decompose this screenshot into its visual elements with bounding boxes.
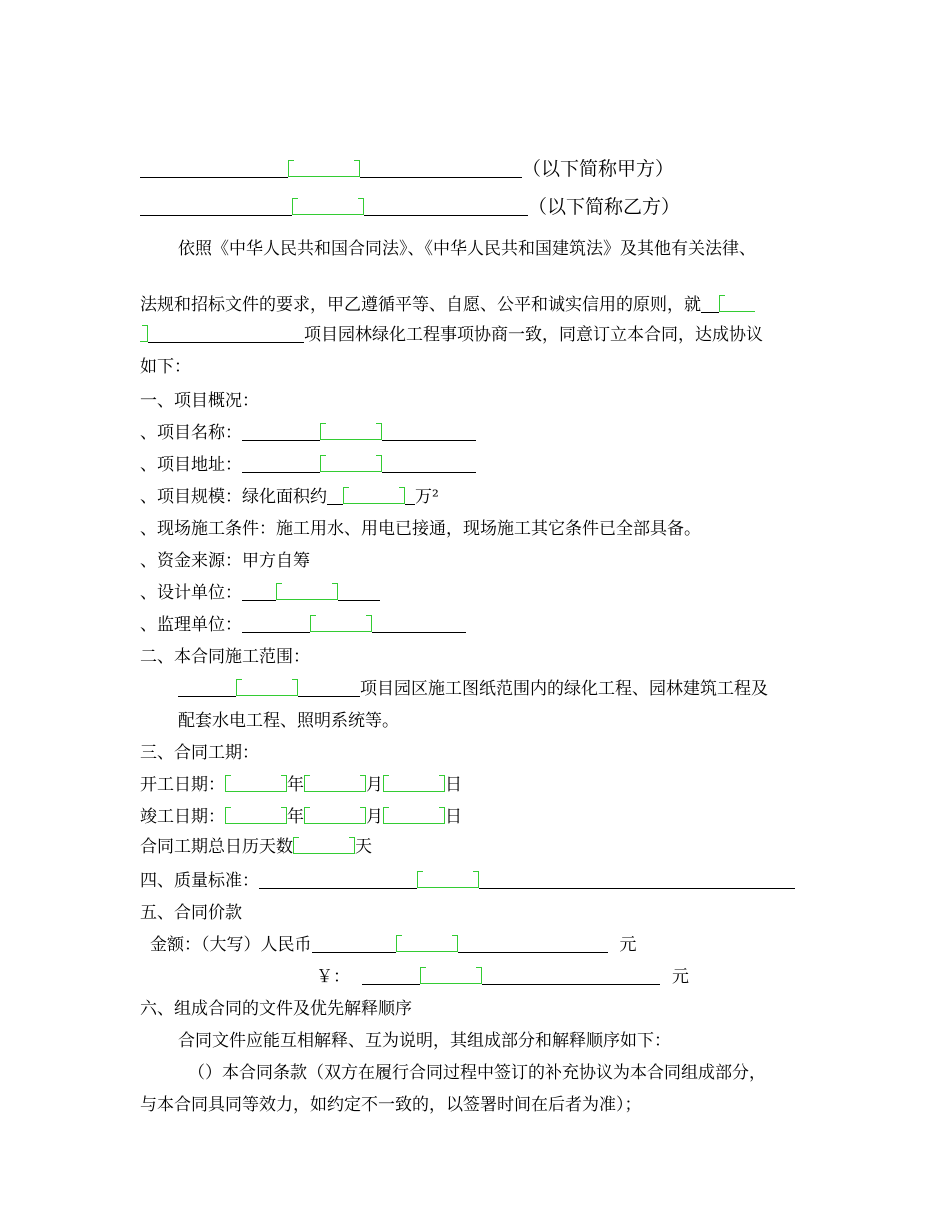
project-name-blank-right[interactable] bbox=[382, 422, 476, 441]
party-a-suffix: （以下简称甲方） bbox=[522, 158, 675, 180]
party-a-blank-left[interactable] bbox=[140, 159, 288, 178]
intro-text-3: 项目园林绿化工程事项协商一致，同意订立本合同，达成协议 bbox=[304, 325, 763, 345]
start-year-unit: 年 bbox=[287, 775, 304, 795]
end-day-unit: 日 bbox=[445, 807, 462, 827]
end-day-field[interactable] bbox=[383, 807, 445, 825]
project-field-close[interactable] bbox=[140, 325, 148, 343]
amount-words-label: 金额：（大写）人民币 bbox=[150, 935, 312, 955]
quality-row bbox=[140, 870, 795, 892]
party-b-blank-right[interactable] bbox=[364, 197, 528, 216]
project-blank-b[interactable] bbox=[148, 324, 304, 343]
design-unit-label: 、设计单位： bbox=[140, 583, 242, 603]
section1-heading: 一、项目概况： bbox=[140, 391, 259, 411]
amount-words-field[interactable] bbox=[396, 935, 458, 953]
amount-figures-field[interactable] bbox=[420, 967, 482, 985]
supervision-unit-blank-right[interactable] bbox=[372, 614, 466, 633]
project-scale-label: 、项目规模：绿化面积约 bbox=[140, 487, 327, 507]
section2-heading: 二、本合同施工范围： bbox=[140, 647, 310, 667]
intro-line-3 bbox=[140, 324, 763, 346]
intro-line-1: 依照《中华人民共和国合同法》、《中华人民共和国建筑法》及其他有关法律、 bbox=[178, 239, 756, 259]
total-days-field[interactable] bbox=[293, 837, 355, 855]
intro-line-2 bbox=[140, 294, 755, 316]
scope-blank-right[interactable] bbox=[298, 678, 360, 697]
section6-item1-line1: （）本合同条款（双方在履行合同过程中签订的补充协议为本合同组成部分， bbox=[188, 1063, 766, 1083]
project-blank-a[interactable] bbox=[701, 294, 719, 313]
quality-blank-left[interactable] bbox=[259, 870, 417, 889]
end-date-label: 竣工日期： bbox=[140, 807, 225, 827]
start-date-row bbox=[140, 774, 462, 796]
project-address-field[interactable] bbox=[320, 455, 382, 473]
intro-text-2: 法规和招标文件的要求，甲乙遵循平等、自愿、公平和诚实信用的原则，就 bbox=[140, 295, 701, 315]
party-b-blank-left[interactable] bbox=[140, 197, 292, 216]
section5-heading: 五、合同价款 bbox=[140, 903, 242, 923]
party-a-field[interactable] bbox=[288, 160, 360, 178]
design-unit-blank-left[interactable] bbox=[242, 582, 276, 601]
total-days-label: 合同工期总日历天数 bbox=[140, 837, 293, 857]
amount-words-blank-left[interactable] bbox=[312, 934, 396, 953]
end-month-unit: 月 bbox=[366, 807, 383, 827]
scope-row bbox=[178, 678, 768, 700]
end-date-row bbox=[140, 806, 462, 828]
party-b-line bbox=[140, 196, 680, 219]
supervision-unit-field[interactable] bbox=[310, 615, 372, 633]
supervision-unit-label: 、监理单位： bbox=[140, 615, 242, 635]
project-scale-unit: 万² bbox=[415, 487, 439, 507]
party-b-field[interactable] bbox=[292, 198, 364, 216]
scope-field[interactable] bbox=[236, 679, 298, 697]
scope-text-1: 项目园区施工图纸范围内的绿化工程、园林建筑工程及 bbox=[360, 679, 768, 699]
project-scale-field[interactable] bbox=[343, 487, 405, 505]
party-a-line bbox=[140, 158, 674, 181]
amount-figures-yuan: 元 bbox=[672, 967, 689, 987]
project-scale-row bbox=[140, 486, 439, 508]
party-a-blank-right[interactable] bbox=[360, 159, 522, 178]
site-conditions: 、现场施工条件：施工用水、用电已接通，现场施工其它条件已全部具备。 bbox=[140, 519, 701, 539]
section6-item1-line2: 与本合同具同等效力，如约定不一致的，以签署时间在后者为准）； bbox=[140, 1095, 642, 1115]
total-days-unit: 天 bbox=[355, 837, 372, 857]
amount-words-blank-right[interactable] bbox=[458, 934, 608, 953]
intro-line-4: 如下： bbox=[140, 357, 191, 377]
scope-text-2: 配套水电工程、照明系统等。 bbox=[178, 711, 399, 731]
project-field-open[interactable] bbox=[719, 295, 755, 313]
amount-figures-blank-left[interactable] bbox=[362, 966, 420, 985]
start-day-unit: 日 bbox=[445, 775, 462, 795]
design-unit-field[interactable] bbox=[276, 583, 338, 601]
scope-blank-left[interactable] bbox=[178, 678, 236, 697]
supervision-unit-blank-left[interactable] bbox=[242, 614, 310, 633]
start-month-field[interactable] bbox=[304, 775, 366, 793]
design-unit-blank-right[interactable] bbox=[338, 582, 380, 601]
project-address-blank-left[interactable] bbox=[242, 454, 320, 473]
end-month-field[interactable] bbox=[304, 807, 366, 825]
amount-figures-blank-right[interactable] bbox=[482, 966, 660, 985]
project-name-field[interactable] bbox=[320, 423, 382, 441]
project-address-row bbox=[140, 454, 476, 476]
project-name-row bbox=[140, 422, 476, 444]
supervision-unit-row bbox=[140, 614, 466, 636]
section4-heading: 四、质量标准： bbox=[140, 871, 259, 891]
amount-words-yuan: 元 bbox=[619, 935, 637, 955]
funding-source: 、资金来源：甲方自筹 bbox=[140, 551, 310, 571]
amount-figures-row bbox=[316, 966, 689, 988]
project-address-blank-right[interactable] bbox=[382, 454, 476, 473]
amount-figures-label: ￥： bbox=[316, 967, 350, 987]
project-scale-blank-left[interactable] bbox=[327, 486, 343, 505]
project-address-label: 、项目地址： bbox=[140, 455, 242, 475]
quality-field[interactable] bbox=[417, 871, 479, 889]
quality-blank-right[interactable] bbox=[479, 870, 795, 889]
design-unit-row bbox=[140, 582, 380, 604]
section6-intro: 合同文件应能互相解释、互为说明，其组成部分和解释顺序如下： bbox=[178, 1031, 671, 1051]
project-name-label: 、项目名称： bbox=[140, 423, 242, 443]
project-scale-blank-right[interactable] bbox=[405, 486, 415, 505]
project-name-blank-left[interactable] bbox=[242, 422, 320, 441]
end-year-field[interactable] bbox=[225, 807, 287, 825]
section6-heading: 六、组成合同的文件及优先解释顺序 bbox=[140, 999, 412, 1019]
start-month-unit: 月 bbox=[366, 775, 383, 795]
start-year-field[interactable] bbox=[225, 775, 287, 793]
party-b-suffix: （以下简称乙方） bbox=[528, 196, 681, 218]
end-year-unit: 年 bbox=[287, 807, 304, 827]
total-days-row bbox=[140, 836, 372, 858]
start-date-label: 开工日期： bbox=[140, 775, 225, 795]
section3-heading: 三、合同工期： bbox=[140, 743, 259, 763]
amount-words-row bbox=[150, 934, 637, 956]
start-day-field[interactable] bbox=[383, 775, 445, 793]
